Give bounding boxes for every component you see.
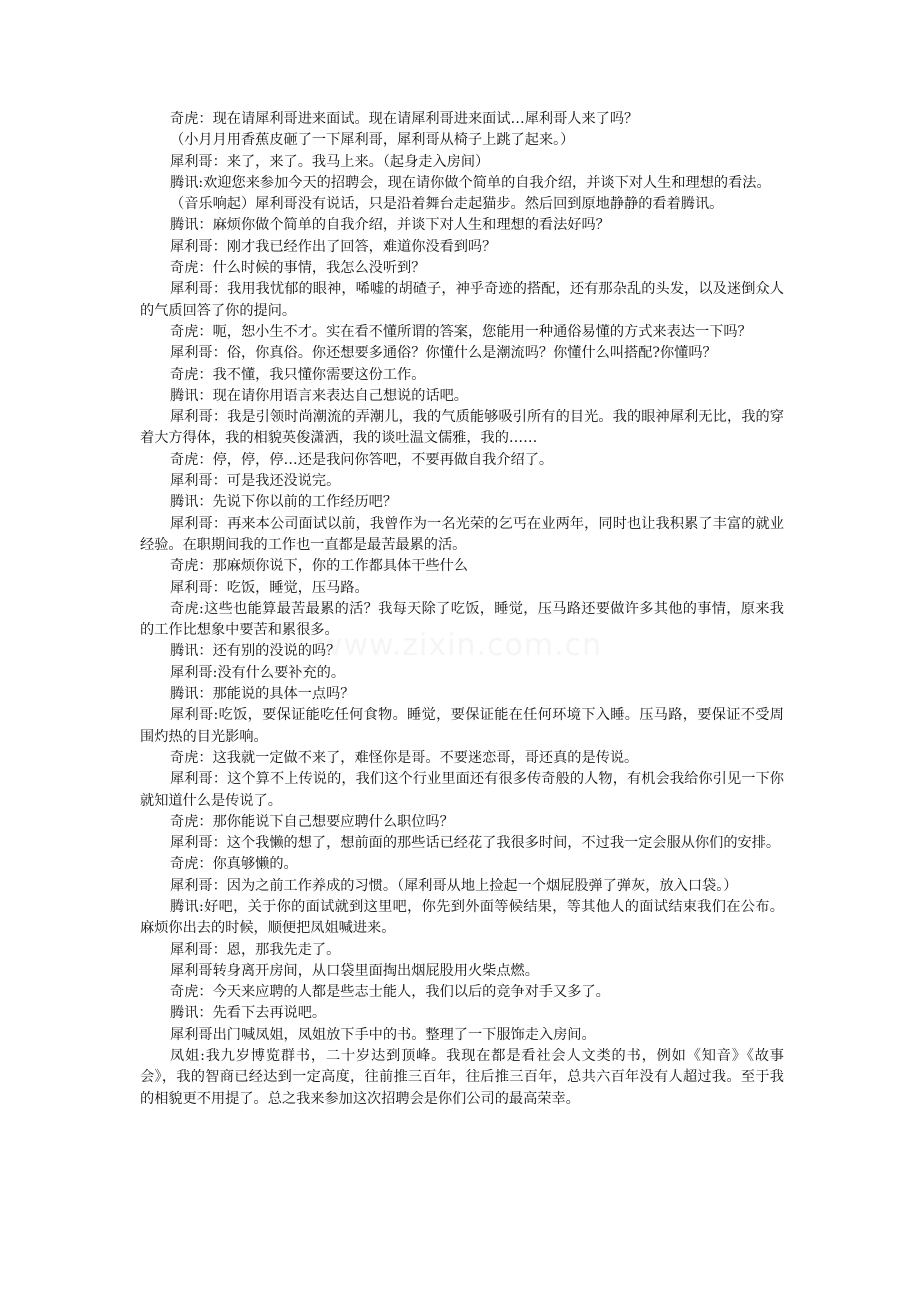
- watermark: www.zixin.com.cn: [317, 628, 603, 663]
- paragraph: （音乐响起）犀利哥没有说话，只是沿着舞台走起猫步。然后回到原地静静的看着腾讯。: [170, 196, 724, 213]
- paragraph: 犀利哥：俗，你真俗。你还想要多通俗？你懂什么是潮流吗？你懂什么叫搭配?你懂吗？: [170, 345, 717, 362]
- paragraph: 腾讯：那能说的具体一点吗？: [170, 686, 355, 703]
- paragraph: 犀利哥：刚才我已经作出了回答，难道你没看到吗？: [170, 238, 497, 255]
- paragraph: 奇虎：呃，恕小生不才。实在看不懂所谓的答案，您能用一种通俗易懂的方式来表达一下吗？: [170, 323, 752, 340]
- paragraph: 凤姐:我九岁博览群书，二十岁达到顶峰。我现在都是看社会人文类的书，例如《知音》《故事会》，我的智商已经达到一定高度，往前推三百年，往后推三百年，总共六百年没有人超过我。至于我的相貌更不用提了。总之我来参加这次招聘会是你们公司的最高荣幸。: [140, 1048, 784, 1107]
- paragraph: （小月月用香蕉皮砸了一下犀利哥，犀利哥从椅子上跳了起来。）: [170, 132, 575, 149]
- paragraph: 腾讯：先看下去再说吧。: [170, 1005, 327, 1022]
- paragraph: 奇虎：那麻烦你说下，你的工作都具体干些什么: [170, 558, 468, 575]
- paragraph: 腾讯:欢迎您来参加今天的招聘会，现在请你做个简单的自我介绍，并谈下对人生和理想的看法。: [170, 174, 771, 191]
- paragraph: 犀利哥:没有什么要补充的。: [170, 664, 346, 681]
- paragraph: 犀利哥：来了，来了。我马上来。（起身走入房间）: [170, 153, 490, 170]
- paragraph: 腾讯：麻烦你做个简单的自我介绍，并谈下对人生和理想的看法好吗？: [170, 217, 610, 234]
- paragraph: 腾讯：先说下你以前的工作经历吧？: [170, 494, 398, 511]
- paragraph: 奇虎：停，停，停…还是我问你答吧，不要再做自我介绍了。: [170, 451, 554, 468]
- paragraph: 犀利哥：这个我懒的想了，想前面的那些话已经花了我很多时间，不过我一定会服从你们的安排。: [170, 835, 781, 852]
- paragraph: 奇虎：现在请犀利哥进来面试。现在请犀利哥进来面试…犀利哥人来了吗？: [170, 111, 639, 127]
- paragraph: 腾讯：现在请你用语言来表达自己想说的话吧。: [170, 387, 468, 404]
- paragraph: 犀利哥出门喊凤姐，凤姐放下手中的书。整理了一下服饰走入房间。: [170, 1026, 596, 1043]
- paragraph: 奇虎：你真够懒的。: [170, 856, 298, 873]
- paragraph: 犀利哥：吃饭，睡觉，压马路。: [170, 579, 369, 596]
- paragraph: 奇虎：今天来应聘的人都是些志士能人，我们以后的竞争对手又多了。: [170, 984, 610, 1001]
- paragraph: 犀利哥：恩，那我先走了。: [170, 941, 341, 958]
- document-body: [140, 109, 784, 1110]
- paragraph: 奇虎：那你能说下自己想要应聘什么职位吗？: [170, 813, 454, 830]
- paragraph: 犀利哥：这个算不上传说的，我们这个行业里面还有很多传奇般的人物，有机会我给你引见一下你就知道什么是传说了。: [140, 771, 784, 809]
- paragraph: 犀利哥：我是引领时尚潮流的弄潮儿，我的气质能够吸引所有的目光。我的眼神犀利无比，我的穿着大方得体，我的相貌英俊潇洒，我的谈吐温文儒雅，我的……: [140, 409, 784, 447]
- paragraph: 犀利哥:吃饭，要保证能吃任何食物。睡觉，要保证能在任何环境下入睡。压马路，要保证不受周围灼热的目光影响。: [140, 707, 784, 745]
- paragraph: 腾讯：还有别的没说的吗？: [170, 643, 341, 660]
- paragraph: 犀利哥转身离开房间，从口袋里面掏出烟屁股用火柴点燃。: [170, 962, 539, 979]
- paragraph: 犀利哥：因为之前工作养成的习惯。（犀利哥从地上捡起一个烟屁股弹了弹灰，放入口袋。）: [170, 877, 738, 894]
- paragraph: 腾讯:好吧，关于你的面试就到这里吧，你先到外面等候结果，等其他人的面试结束我们在公布。麻烦你出去的时候，顺便把凤姐喊进来。: [140, 898, 784, 937]
- paragraph: 奇虎：我不懂，我只懂你需要这份工作。: [170, 366, 426, 383]
- paragraph: 犀利哥：再来本公司面试以前，我曾作为一名光荣的乞丐在业两年，同时也让我积累了丰富的就业经验。在职期间我的工作也一直都是最苦最累的活。: [140, 515, 784, 553]
- paragraph: 犀利哥：可是我还没说完。: [170, 473, 341, 490]
- paragraph: 奇虎:这些也能算最苦最累的活？我每天除了吃饭，睡觉，压马路还要做许多其他的事情，原来我的工作比想象中要苦和累很多。: [140, 600, 784, 639]
- paragraph: 奇虎：什么时候的事情，我怎么没听到？: [170, 260, 426, 277]
- paragraph: 犀利哥：我用我忧郁的眼神，唏嘘的胡碴子，神乎奇迹的搭配，还有那杂乱的头发，以及迷倒众人的气质回答了你的提问。: [140, 281, 784, 319]
- paragraph: 奇虎：这我就一定做不来了，难怪你是哥。不要迷恋哥，哥还真的是传说。: [170, 749, 639, 766]
